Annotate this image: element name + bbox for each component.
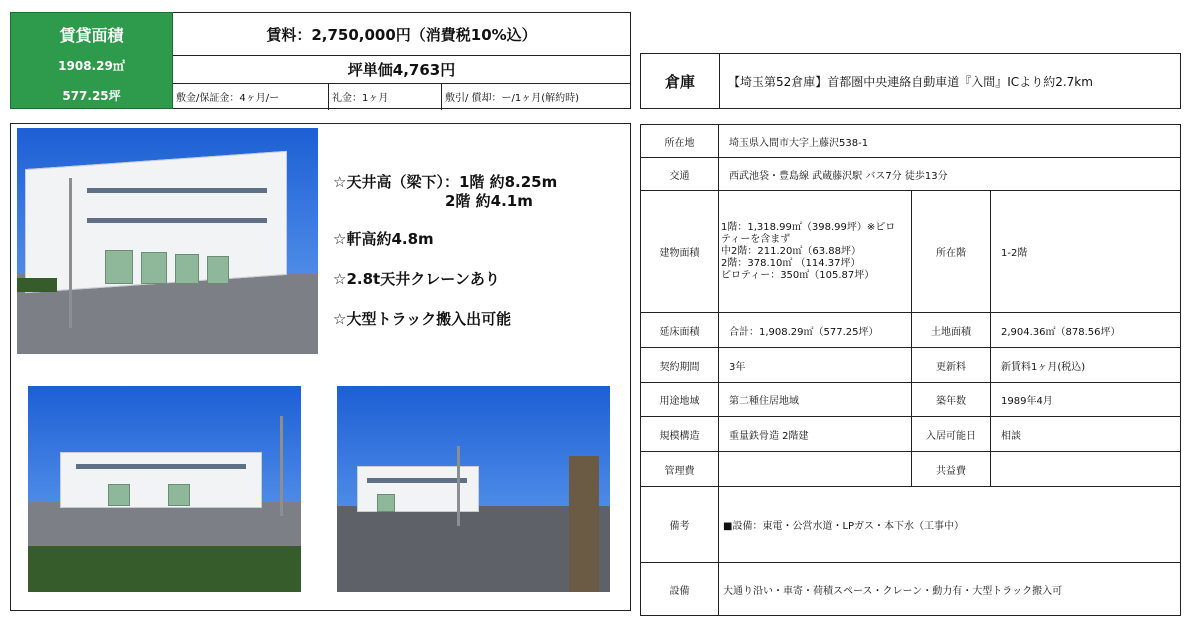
land-area-value: 2,904.36㎡（878.56坪）: [991, 313, 1181, 348]
table-row: [641, 191, 1181, 313]
unit-price: 坪単価4,763円: [173, 55, 630, 84]
amortization-term: 敷引/ 償却：ー/1ヶ月(解約時): [445, 93, 580, 104]
remarks-label: 備考: [641, 487, 719, 563]
renewal-fee-value: 新賃料1ヶ月(税込): [991, 348, 1181, 383]
floor-value: 1-2階: [991, 191, 1181, 313]
feature-crane: ☆2.8t天井クレーンあり: [333, 270, 500, 288]
structure-label: 規模構造: [641, 417, 719, 452]
key-money-term: 礼金：1ヶ月: [329, 83, 442, 110]
equipment-value: 大通り沿い・車寄・荷積スペース・クレーン・動力有・大型トラック搬入可: [719, 563, 1181, 616]
move-in-label: 入居可能日: [912, 417, 991, 452]
table-row: [641, 125, 1181, 158]
structure-value: 重量鉄骨造 2階建: [719, 417, 912, 452]
contract-term-label: 契約期間: [641, 348, 719, 383]
property-details-table: [640, 124, 1181, 616]
area-summary: [10, 12, 173, 109]
area-tsubo: 577.25坪: [62, 89, 121, 103]
property-type-label: 倉庫: [641, 54, 720, 108]
feature-ceiling-height-2f: 2階 約4.1m: [445, 192, 533, 210]
property-type-header: [640, 53, 1181, 109]
building-area-line: 2階：378.10㎡ （114.37坪）: [721, 257, 861, 269]
total-floor-area-label: 延床面積: [641, 313, 719, 348]
management-fee-label: 管理費: [641, 452, 719, 487]
lease-terms: [173, 83, 630, 110]
access-label: 交通: [641, 158, 719, 191]
table-row: [641, 313, 1181, 348]
table-row: [641, 487, 1181, 563]
street-photo-left: [28, 386, 301, 592]
contract-term-value: 3年: [719, 348, 912, 383]
feature-ceiling-height: ☆天井高（梁下）：1階 約8.25m: [333, 173, 558, 191]
built-value: 1989年4月: [991, 383, 1181, 417]
building-area-line: ティーを含まず: [721, 233, 791, 245]
street-photo-right: [337, 386, 610, 592]
built-label: 築年数: [912, 383, 991, 417]
feature-eaves-height: ☆軒高約4.8m: [333, 230, 434, 248]
price-box: [173, 12, 631, 109]
table-row: [641, 417, 1181, 452]
total-floor-area-value: 合計：1,908.29㎡（577.25坪）: [719, 313, 912, 348]
floor-label: 所在階: [912, 191, 991, 313]
table-row: [641, 348, 1181, 383]
building-area-value: [719, 191, 912, 313]
property-type-description: 【埼玉第52倉庫】首都圏中央連絡自動車道『入間』ICより約2.7km: [728, 74, 1093, 89]
location-value: 埼玉県入間市大字上藤沢538-1: [719, 125, 1181, 158]
table-row: [641, 383, 1181, 417]
photo-panel: [10, 123, 631, 611]
area-sqm: 1908.29㎡: [58, 59, 125, 73]
common-fee-label: 共益費: [912, 452, 991, 487]
feature-truck-access: ☆大型トラック搬入出可能: [333, 310, 512, 328]
table-row: [641, 158, 1181, 191]
building-area-line: ピロティー：350㎡（105.87坪）: [721, 269, 875, 281]
remarks-value: ■設備：東電・公営水道・LPガス・本下水（工事中）: [719, 487, 1181, 563]
zoning-label: 用途地域: [641, 383, 719, 417]
move-in-value: 相談: [991, 417, 1181, 452]
deposit-term: 敷金/保証金：4ヶ月/ー: [173, 83, 329, 110]
zoning-value: 第二種住居地域: [719, 383, 912, 417]
building-area-line: 1階：1,318.99㎡（398.99坪）※ピロ: [721, 221, 896, 233]
table-row: [641, 563, 1181, 616]
rent-price: 賃料：2,750,000円（消費税10%込）: [173, 13, 630, 56]
management-fee-value: [719, 452, 912, 487]
land-area-label: 土地面積: [912, 313, 991, 348]
building-area-label: 建物面積: [641, 191, 719, 313]
access-value: 西武池袋・豊島線 武蔵藤沢駅 バス7分 徒歩13分: [719, 158, 1181, 191]
location-label: 所在地: [641, 125, 719, 158]
main-building-photo: [17, 128, 318, 354]
building-area-line: 中2階：211.20㎡（63.88坪）: [721, 245, 861, 257]
renewal-fee-label: 更新料: [912, 348, 991, 383]
common-fee-value: [991, 452, 1181, 487]
table-row: [641, 452, 1181, 487]
equipment-label: 設備: [641, 563, 719, 616]
area-title: 賃貸面積: [59, 26, 124, 45]
